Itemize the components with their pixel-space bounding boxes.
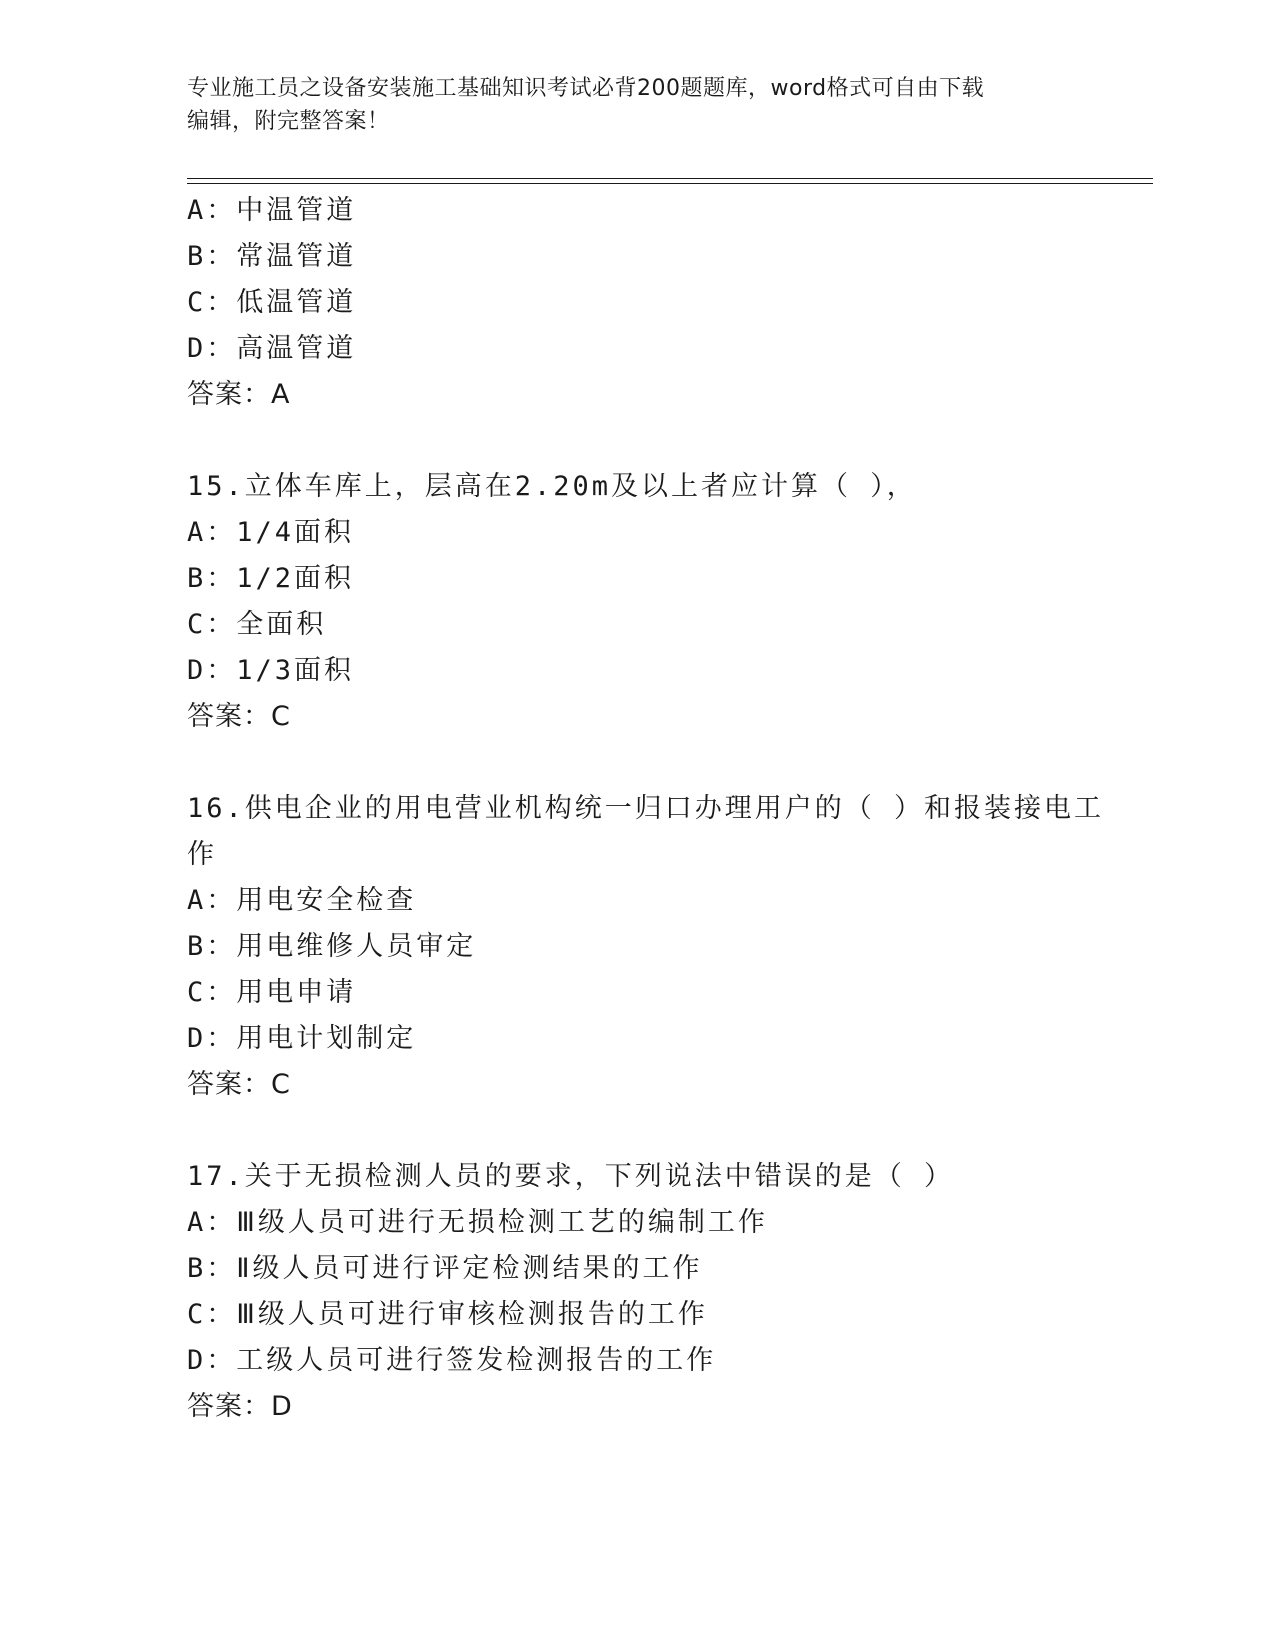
answer: 答案：A: [187, 379, 291, 410]
option-c: C：低温管道: [187, 287, 357, 318]
option-d: D：工级人员可进行签发检测报告的工作: [187, 1345, 717, 1376]
document-header: [187, 72, 1067, 138]
option-b: B：Ⅱ级人员可进行评定检测结果的工作: [187, 1253, 703, 1284]
option-c: C：全面积: [187, 609, 327, 640]
spacer: [187, 1108, 1087, 1154]
option-d: D：用电计划制定: [187, 1023, 417, 1054]
header-line-2: 编辑，附完整答案！: [187, 109, 390, 134]
question-17: [187, 1154, 1087, 1430]
header-line-1: 专业施工员之设备安装施工基础知识考试必背200题题库，word格式可自由下载: [187, 76, 985, 101]
option-a: A：中温管道: [187, 195, 357, 226]
question-stem: 15.立体车库上，层高在2.20m及以上者应计算（ ），: [187, 471, 917, 502]
question-list: [187, 188, 1105, 1430]
spacer: [187, 740, 1087, 786]
option-c: C：Ⅲ级人员可进行审核检测报告的工作: [187, 1299, 708, 1330]
question-stem: 17.关于无损检测人员的要求，下列说法中错误的是（ ）: [187, 1161, 955, 1192]
option-d: D：高温管道: [187, 333, 357, 364]
option-a: A：Ⅲ级人员可进行无损检测工艺的编制工作: [187, 1207, 768, 1238]
option-a: A：1/4面积: [187, 517, 355, 548]
header-divider-bottom: [187, 183, 1153, 184]
option-c: C：用电申请: [187, 977, 357, 1008]
option-b: B：1/2面积: [187, 563, 355, 594]
spacer: [187, 418, 1087, 464]
option-d: D：1/3面积: [187, 655, 355, 686]
question-stem-line-2: 作: [187, 839, 217, 870]
answer: 答案：D: [187, 1391, 293, 1422]
question-14: [187, 188, 1087, 418]
option-b: B：用电维修人员审定: [187, 931, 477, 962]
option-a: A：用电安全检查: [187, 885, 417, 916]
option-b: B：常温管道: [187, 241, 357, 272]
question-16: [187, 786, 1105, 1108]
answer: 答案：C: [187, 701, 291, 732]
header-divider-top: [187, 178, 1153, 179]
answer: 答案：C: [187, 1069, 291, 1100]
question-stem-line-1: 16.供电企业的用电营业机构统一归口办理用户的（ ）和报装接电工: [187, 793, 1105, 824]
question-15: [187, 464, 1087, 740]
